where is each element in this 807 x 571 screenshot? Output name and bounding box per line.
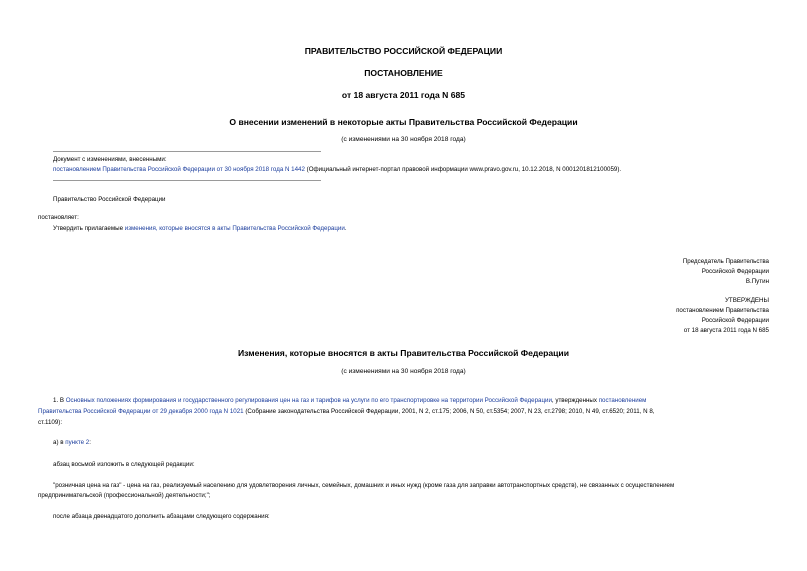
- paragraph-1-line-3: ст.1109):: [38, 419, 63, 426]
- publication-source: (Официальный интернет-портал правовой информации www.pravo.gov.ru, 10.12.2018, N 0001201812100059).: [304, 166, 622, 173]
- approval-heading: УТВЕРЖДЕНЫ: [725, 297, 769, 304]
- amending-resolution-link[interactable]: постановлением Правительства Российской Федерации от 30 ноября 2018 года N 1442: [53, 166, 305, 173]
- paragraph-8-instruction: абзац восьмой изложить в следующей редакции:: [53, 461, 195, 468]
- revision-note: (с изменениями на 30 ноября 2018 года): [341, 136, 466, 143]
- paragraph-1-references: (Собрание законодательства Российской Федерации, 2001, N 2, ст.175; 2006, N 50, ст.5354; 2007, N 23, ст.2798; 2010, N 49, ст.6520; 2011, N 8,: [243, 408, 655, 415]
- document-title: О внесении изменений в некоторые акты Правительства Российской Федерации: [229, 117, 578, 127]
- resolution-1021-link-part-1[interactable]: постановлением: [598, 397, 647, 404]
- after-paragraph-12-instruction: после абзаца двенадцатого дополнить абзацами следующего содержания:: [53, 513, 270, 520]
- approve-line: [53, 225, 347, 232]
- clause-2-link[interactable]: пункте 2: [65, 439, 90, 446]
- annex-title: Изменения, которые вносятся в акты Правительства Российской Федерации: [237, 348, 569, 358]
- item-a-line: [53, 439, 91, 446]
- changes-annex-link[interactable]: изменения, которые вносятся в акты Правительства Российской Федерации: [124, 225, 345, 232]
- signature-name: В.Путин: [745, 278, 769, 285]
- signature-position: Председатель Правительства: [682, 258, 769, 265]
- approve-suffix: .: [344, 225, 347, 232]
- signature-country: Российской Федерации: [701, 268, 769, 275]
- item-a-suffix: :: [89, 439, 91, 446]
- basic-provisions-link[interactable]: Основных положениях формирования и государственного регулирования цен на газ и тарифов на услуги по его транспортировке на территории Российской Федерации: [65, 397, 552, 404]
- document-date: от 18 августа 2011 года N 685: [341, 90, 466, 100]
- approval-line-2: постановлением Правительства: [676, 307, 769, 314]
- paragraph-1-prefix: 1. В: [53, 397, 66, 404]
- approval-line-4: от 18 августа 2011 года N 685: [683, 327, 769, 334]
- note-top-rule: [53, 151, 321, 152]
- approval-line-3: Российской Федерации: [701, 317, 769, 324]
- changes-note-line: [53, 166, 621, 173]
- note-bottom-rule: [53, 180, 321, 181]
- approve-prefix: Утвердить прилагаемые: [53, 225, 125, 232]
- changes-note-label: Документ с изменениями, внесенными:: [53, 156, 167, 163]
- annex-revision-note: (с изменениями на 30 ноября 2018 года): [341, 368, 466, 375]
- paragraph-1-line-1: [53, 397, 646, 404]
- document-type: ПОСТАНОВЛЕНИЕ: [364, 68, 443, 78]
- quote-line-1: "розничная цена на газ" - цена на газ, реализуемый населению для удовлетворения личных, семейных, домашних и иных нужд (кроме газа для заправки автотранспортных средств), не связанных с осуществлением: [53, 482, 675, 489]
- government-line: Правительство Российской Федерации: [53, 196, 166, 203]
- paragraph-1-mid: , утвержденных: [551, 397, 599, 404]
- government-heading: ПРАВИТЕЛЬСТВО РОССИЙСКОЙ ФЕДЕРАЦИИ: [304, 46, 503, 56]
- resolves-line: постановляет:: [38, 214, 79, 221]
- quote-line-2: предпринимательской (профессиональной) деятельности;";: [38, 492, 211, 499]
- resolution-1021-link-part-2[interactable]: Правительства Российской Федерации от 29 декабря 2000 года N 1021: [38, 408, 244, 415]
- item-a-prefix: а) в: [53, 439, 66, 446]
- paragraph-1-line-2: [38, 408, 655, 415]
